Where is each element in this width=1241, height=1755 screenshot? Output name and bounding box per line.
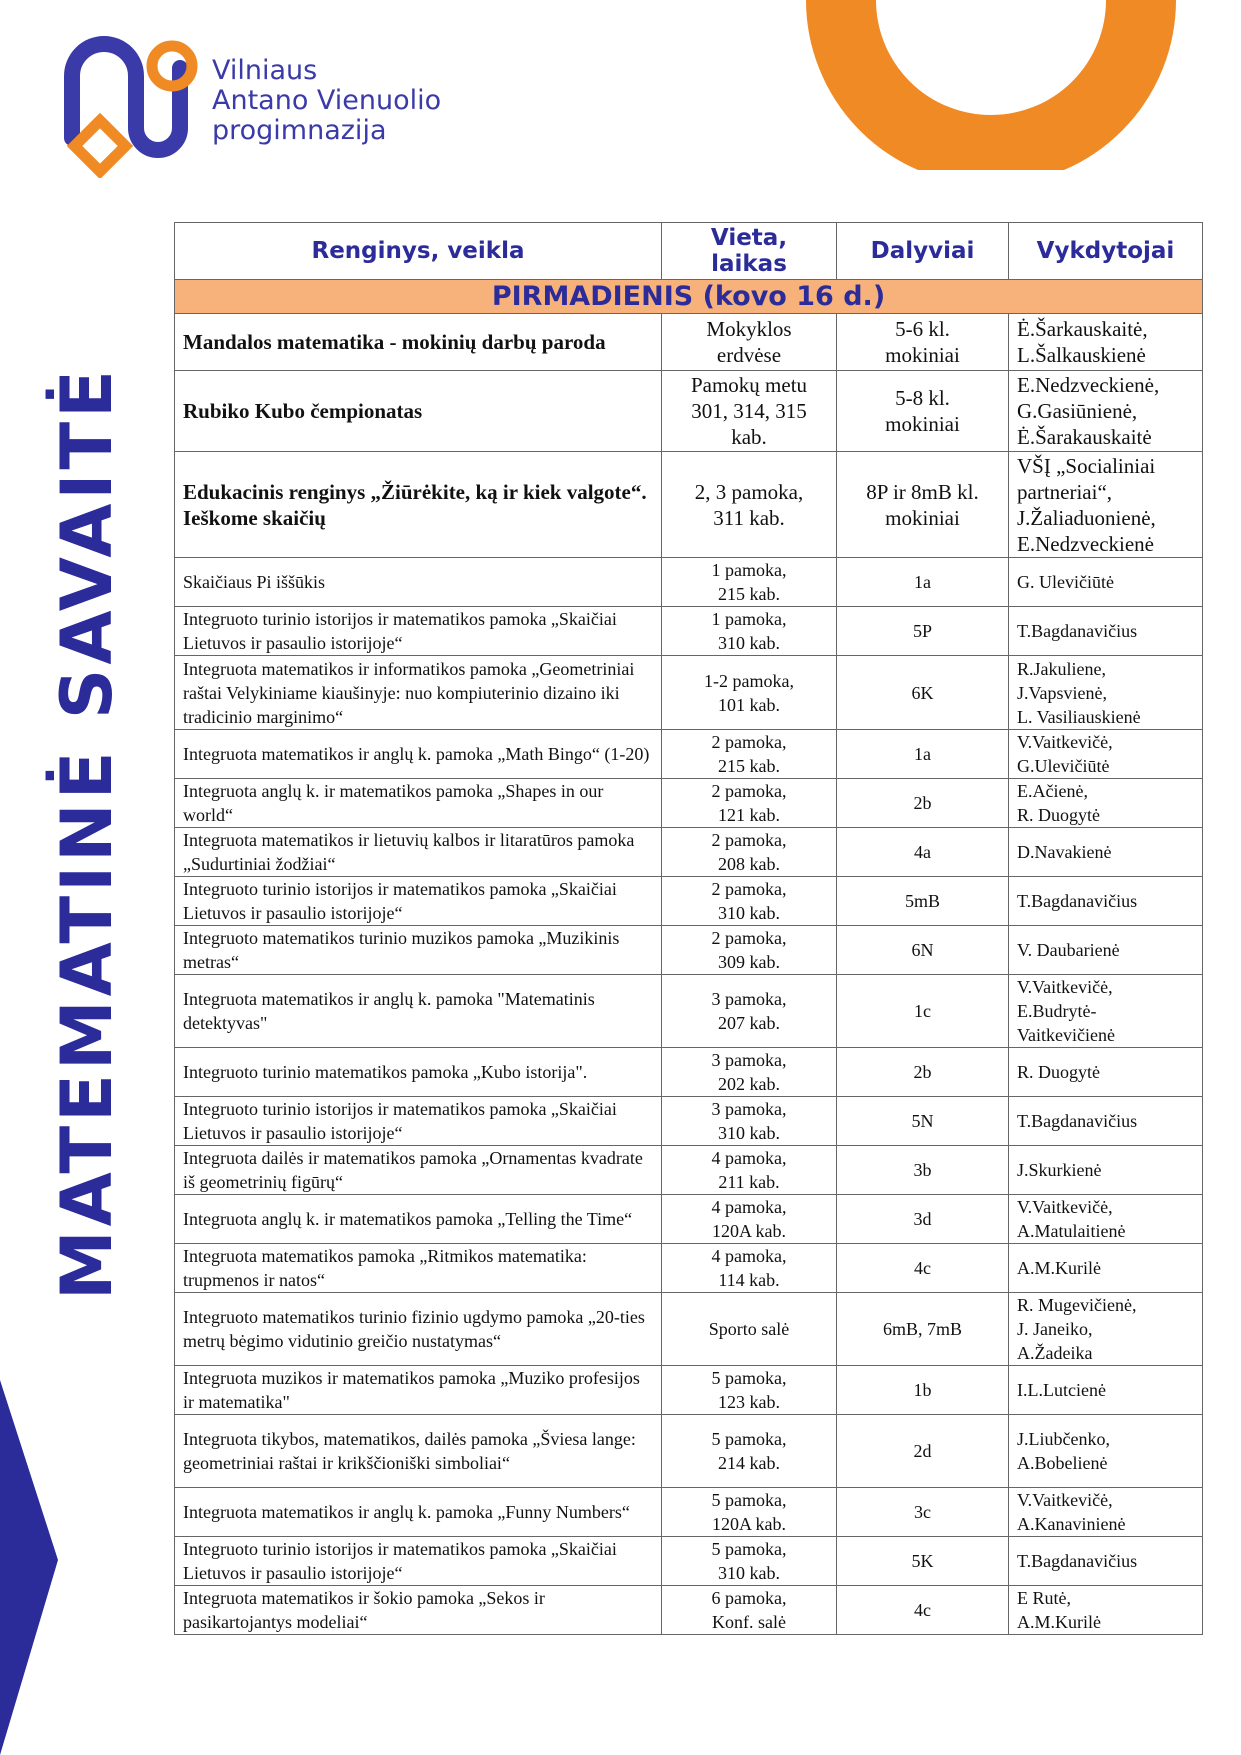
place-cell: 2 pamoka, 215 kab. [662, 730, 837, 779]
table-row [175, 779, 1203, 828]
header-participants: Dalyviai [837, 223, 1009, 280]
participants-cell: 6mB, 7mB [837, 1293, 1009, 1366]
event-cell: Integruoto turinio istorijos ir matematikos pamoka „Skaičiai Lietuvos ir pasaulio istorijoje“ [175, 1537, 662, 1586]
school-name [212, 56, 441, 146]
table-row [175, 1244, 1203, 1293]
school-name-line: Vilniaus [212, 55, 318, 86]
table-row [175, 877, 1203, 926]
orange-ring-decoration [801, 0, 1241, 170]
school-name-line: progimnazija [212, 115, 387, 146]
table-row [175, 1146, 1203, 1195]
event-cell: Integruoto turinio istorijos ir matematikos pamoka „Skaičiai Lietuvos ir pasaulio istorijoje“ [175, 607, 662, 656]
header-organizers: Vykdytojai [1009, 223, 1203, 280]
table-row [175, 926, 1203, 975]
table-row [175, 1586, 1203, 1635]
event-cell: Integruota matematikos ir informatikos pamoka „Geometriniai raštai Velykiniame kiaušinyje: nuo kompiuterinio dizaino iki tradicinio marginimo“ [175, 656, 662, 730]
side-title: MATEMATINĖ SAVAITĖ [46, 366, 128, 1300]
place-cell: 3 pamoka, 202 kab. [662, 1048, 837, 1097]
participants-cell: 5P [837, 607, 1009, 656]
event-cell: Integruota matematikos ir šokio pamoka „Sekos ir pasikartojantys modeliai“ [175, 1586, 662, 1635]
table-row [175, 1293, 1203, 1366]
organizers-cell: I.L.Lutcienė [1009, 1366, 1203, 1415]
event-cell: Mandalos matematika - mokinių darbų paroda [175, 314, 662, 371]
table-row [175, 1415, 1203, 1488]
event-cell: Rubiko Kubo čempionatas [175, 371, 662, 452]
participants-cell: 1b [837, 1366, 1009, 1415]
place-cell: 1-2 pamoka, 101 kab. [662, 656, 837, 730]
table-header-row [175, 223, 1203, 280]
event-cell: Integruota anglų k. ir matematikos pamoka „Shapes in our world“ [175, 779, 662, 828]
organizers-cell: T.Bagdanavičius [1009, 877, 1203, 926]
organizers-cell: Ė.Šarkauskaitė, L.Šalkauskienė [1009, 314, 1203, 371]
place-cell: 4 pamoka, 120A kab. [662, 1195, 837, 1244]
place-cell: 4 pamoka, 211 kab. [662, 1146, 837, 1195]
organizers-cell: V.Vaitkevičė, E.Budrytė- Vaitkevičienė [1009, 975, 1203, 1048]
organizers-cell: V.Vaitkevičė, G.Ulevičiūtė [1009, 730, 1203, 779]
event-cell: Integruota anglų k. ir matematikos pamoka „Telling the Time“ [175, 1195, 662, 1244]
organizers-cell: J.Skurkienė [1009, 1146, 1203, 1195]
participants-cell: 1a [837, 730, 1009, 779]
event-cell: Integruota matematikos ir lietuvių kalbos ir litaratūros pamoka „Sudurtiniai žodžiai“ [175, 828, 662, 877]
participants-cell: 4a [837, 828, 1009, 877]
place-cell: 3 pamoka, 310 kab. [662, 1097, 837, 1146]
place-cell: 6 pamoka, Konf. salė [662, 1586, 837, 1635]
event-cell: Integruoto turinio istorijos ir matematikos pamoka „Skaičiai Lietuvos ir pasaulio istorijoje“ [175, 1097, 662, 1146]
place-cell: Mokyklos erdvėse [662, 314, 837, 371]
blue-chevron-decoration [0, 1380, 120, 1755]
organizers-cell: D.Navakienė [1009, 828, 1203, 877]
participants-cell: 1c [837, 975, 1009, 1048]
participants-cell: 5-8 kl. mokiniai [837, 371, 1009, 452]
participants-cell: 2b [837, 1048, 1009, 1097]
event-cell: Skaičiaus Pi iššūkis [175, 558, 662, 607]
header-place: Vieta, laikas [662, 223, 837, 280]
organizers-cell: VŠĮ „Socialiniai partneriai“, J.Žaliaduonienė, E.Nedzveckienė [1009, 452, 1203, 558]
event-cell: Integruoto matematikos turinio fizinio ugdymo pamoka „20-ties metrų bėgimo vidutinio greičio nustatymas“ [175, 1293, 662, 1366]
place-cell: 5 pamoka, 310 kab. [662, 1537, 837, 1586]
table-row [175, 730, 1203, 779]
place-cell: 4 pamoka, 114 kab. [662, 1244, 837, 1293]
table-row [175, 828, 1203, 877]
day-row [175, 280, 1203, 314]
place-cell: 2 pamoka, 208 kab. [662, 828, 837, 877]
header-event: Renginys, veikla [175, 223, 662, 280]
organizers-cell: R. Mugevičienė, J. Janeiko, A.Žadeika [1009, 1293, 1203, 1366]
event-cell: Integruoto matematikos turinio muzikos pamoka „Muzikinis metras“ [175, 926, 662, 975]
participants-cell: 5N [837, 1097, 1009, 1146]
participants-cell: 8P ir 8mB kl. mokiniai [837, 452, 1009, 558]
event-cell: Integruota matematikos ir anglų k. pamoka „Funny Numbers“ [175, 1488, 662, 1537]
organizers-cell: E.Ačienė, R. Duogytė [1009, 779, 1203, 828]
table-row [175, 1537, 1203, 1586]
table-row [175, 1195, 1203, 1244]
event-cell: Integruota matematikos pamoka „Ritmikos matematika: trupmenos ir natos“ [175, 1244, 662, 1293]
place-cell: 2 pamoka, 310 kab. [662, 877, 837, 926]
participants-cell: 5K [837, 1537, 1009, 1586]
place-cell: 2 pamoka, 121 kab. [662, 779, 837, 828]
table-row [175, 1097, 1203, 1146]
event-cell: Edukacinis renginys „Žiūrėkite, ką ir kiek valgote“. Ieškome skaičių [175, 452, 662, 558]
place-cell: 5 pamoka, 214 kab. [662, 1415, 837, 1488]
place-cell: Pamokų metu 301, 314, 315 kab. [662, 371, 837, 452]
table-row [175, 607, 1203, 656]
place-cell: 1 pamoka, 215 kab. [662, 558, 837, 607]
event-cell: Integruota tikybos, matematikos, dailės pamoka „Šviesa lange: geometriniai raštai ir krikščioniški simboliai“ [175, 1415, 662, 1488]
school-logo [60, 28, 200, 178]
organizers-cell: J.Liubčenko, A.Bobelienė [1009, 1415, 1203, 1488]
organizers-cell: V. Daubarienė [1009, 926, 1203, 975]
place-cell: Sporto salė [662, 1293, 837, 1366]
organizers-cell: V.Vaitkevičė, A.Matulaitienė [1009, 1195, 1203, 1244]
participants-cell: 4c [837, 1244, 1009, 1293]
event-cell: Integruota muzikos ir matematikos pamoka „Muziko profesijos ir matematika" [175, 1366, 662, 1415]
participants-cell: 6K [837, 656, 1009, 730]
organizers-cell: T.Bagdanavičius [1009, 1537, 1203, 1586]
organizers-cell: E Rutė, A.M.Kurilė [1009, 1586, 1203, 1635]
table-body [175, 314, 1203, 1635]
organizers-cell: V.Vaitkevičė, A.Kanavinienė [1009, 1488, 1203, 1537]
participants-cell: 3b [837, 1146, 1009, 1195]
participants-cell: 3c [837, 1488, 1009, 1537]
organizers-cell: E.Nedzveckienė, G.Gasiūnienė, Ė.Šarakauskaitė [1009, 371, 1203, 452]
organizers-cell: A.M.Kurilė [1009, 1244, 1203, 1293]
participants-cell: 5-6 kl. mokiniai [837, 314, 1009, 371]
event-cell: Integruoto turinio matematikos pamoka „Kubo istorija". [175, 1048, 662, 1097]
day-label: PIRMADIENIS (kovo 16 d.) [175, 280, 1203, 314]
event-cell: Integruota matematikos ir anglų k. pamoka „Math Bingo“ (1-20) [175, 730, 662, 779]
place-cell: 1 pamoka, 310 kab. [662, 607, 837, 656]
participants-cell: 4c [837, 1586, 1009, 1635]
place-cell: 2 pamoka, 309 kab. [662, 926, 837, 975]
organizers-cell: T.Bagdanavičius [1009, 607, 1203, 656]
participants-cell: 5mB [837, 877, 1009, 926]
event-cell: Integruoto turinio istorijos ir matematikos pamoka „Skaičiai Lietuvos ir pasaulio istorijoje“ [175, 877, 662, 926]
place-cell: 3 pamoka, 207 kab. [662, 975, 837, 1048]
organizers-cell: G. Ulevičiūtė [1009, 558, 1203, 607]
event-cell: Integruota matematikos ir anglų k. pamoka "Matematinis detektyvas" [175, 975, 662, 1048]
schedule-table [174, 222, 1203, 1635]
table-row [175, 1488, 1203, 1537]
table-row [175, 1366, 1203, 1415]
place-cell: 5 pamoka, 120A kab. [662, 1488, 837, 1537]
table-row [175, 371, 1203, 452]
organizers-cell: R.Jakuliene, J.Vapsvienė, L. Vasiliauskienė [1009, 656, 1203, 730]
table-row [175, 1048, 1203, 1097]
organizers-cell: T.Bagdanavičius [1009, 1097, 1203, 1146]
participants-cell: 2b [837, 779, 1009, 828]
school-name-line: Antano Vienuolio [212, 85, 442, 116]
place-cell: 2, 3 pamoka, 311 kab. [662, 452, 837, 558]
participants-cell: 2d [837, 1415, 1009, 1488]
table-row [175, 558, 1203, 607]
table-row [175, 452, 1203, 558]
participants-cell: 6N [837, 926, 1009, 975]
table-row [175, 975, 1203, 1048]
table-row [175, 314, 1203, 371]
participants-cell: 3d [837, 1195, 1009, 1244]
table-row [175, 656, 1203, 730]
organizers-cell: R. Duogytė [1009, 1048, 1203, 1097]
event-cell: Integruota dailės ir matematikos pamoka „Ornamentas kvadrate iš geometrinių figūrų“ [175, 1146, 662, 1195]
place-cell: 5 pamoka, 123 kab. [662, 1366, 837, 1415]
participants-cell: 1a [837, 558, 1009, 607]
